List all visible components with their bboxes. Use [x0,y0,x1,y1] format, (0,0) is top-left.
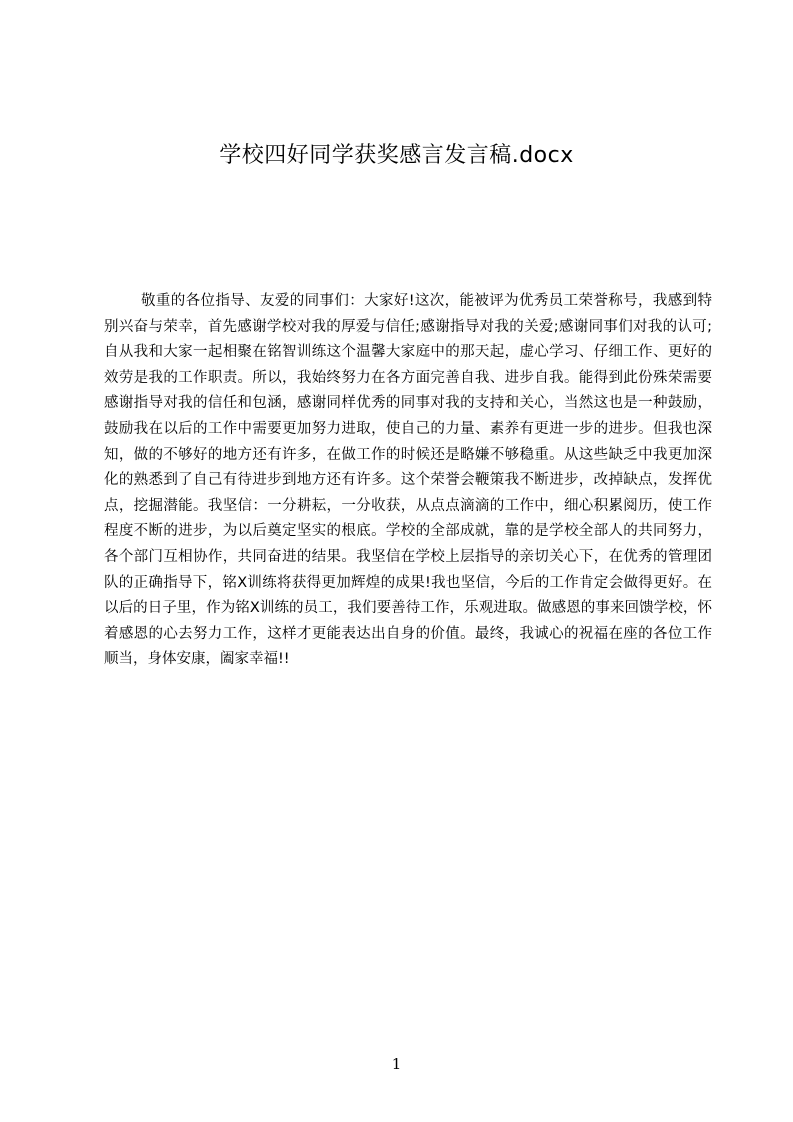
body-paragraph: 敬重的各位指导、友爱的同事们：大家好!这次，能被评为优秀员工荣誉称号，我感到特别兴奋与荣幸，首先感谢学校对我的厚爱与信任;感谢指导对我的关爱;感谢同事们对我的认可;自从我和大家一起相聚在铭智训练这个温馨大家庭中的那天起，虚心学习、仔细工作、更好的效劳是我的工作职责。所以，我始终努力在各方面完善自我、进步自我。能得到此份殊荣需要感谢指导对我的信任和包涵，感谢同样优秀的同事对我的支持和关心，当然这也是一种鼓励，鼓励我在以后的工作中需要更加努力进取，使自己的力量、素养有更进一步的进步。但我也深知，做的不够好的地方还有许多，在做工作的时候还是略嫌不够稳重。从这些缺乏中我更加深化的熟悉到了自己有待进步到地方还有许多。这个荣誉会鞭策我不断进步，改掉缺点，发挥优点，挖掘潜能。我坚信：一分耕耘，一分收获，从点点滴滴的工作中，细心积累阅历，使工作程度不断的进步，为以后奠定坚实的根底。学校的全部成就，靠的是学校全部人的共同努力，各个部门互相协作，共同奋进的结果。我坚信在学校上层指导的亲切关心下，在优秀的管理团队的正确指导下，铭X训练将获得更加辉煌的成果!我也坚信，今后的工作肯定会做得更好。在以后的日子里，作为铭X训练的员工，我们要善待工作，乐观进取。做感恩的事来回馈学校，怀着感恩的心去努力工作，这样才更能表达出自身的价值。最终，我诚心的祝福在座的各位工作顺当，身体安康，阖家幸福!! [104,293,712,668]
document-title: 学校四好同学获奖感言发言稿.docx [219,143,574,168]
page-number: 1 [391,1055,402,1073]
